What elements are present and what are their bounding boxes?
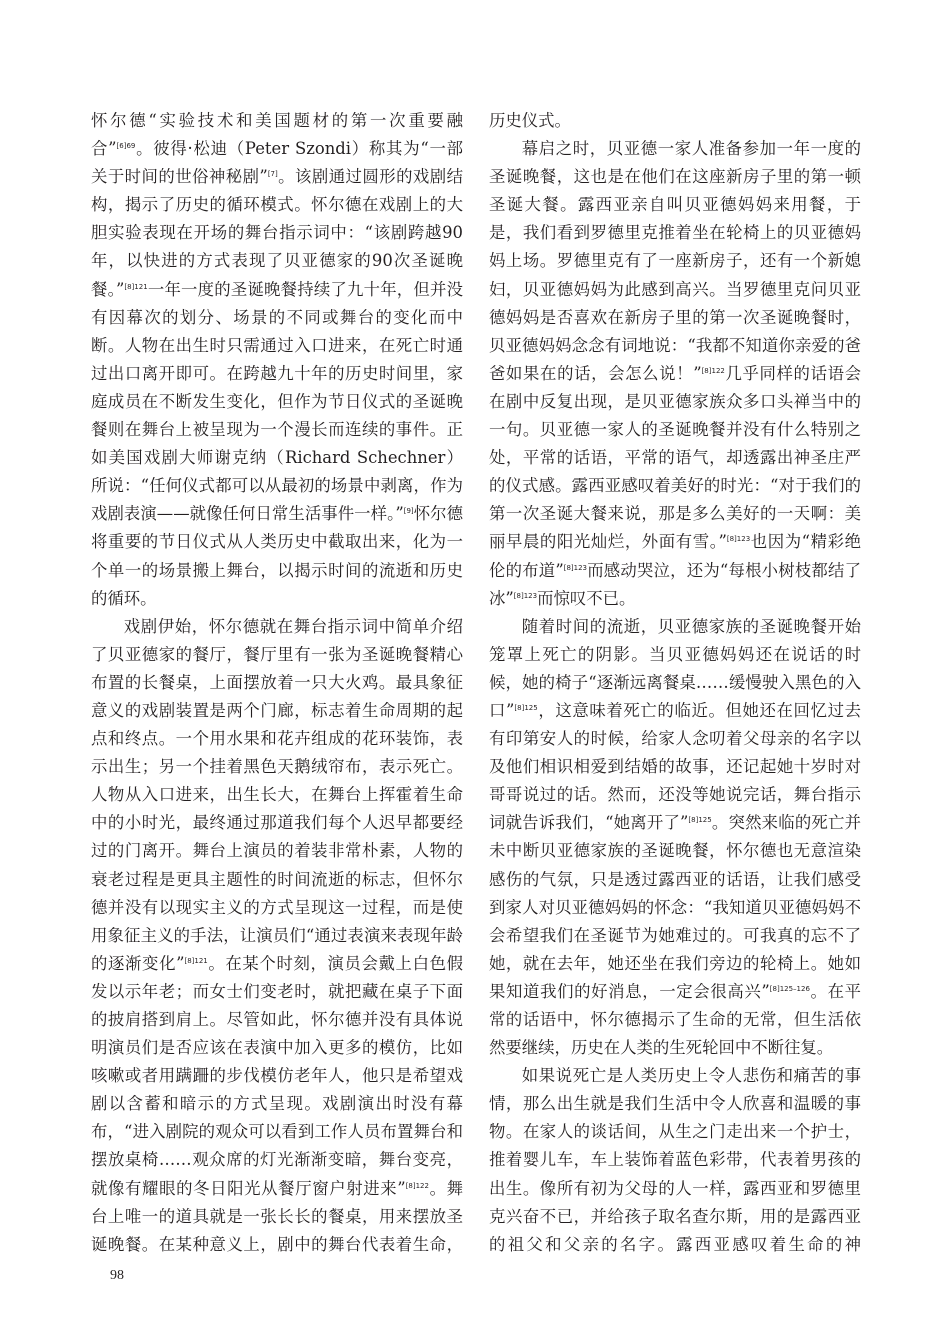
citation-superscript: [8]123 bbox=[563, 563, 588, 572]
paragraph bbox=[91, 613, 463, 1257]
citation-superscript: [8]121 bbox=[124, 282, 148, 291]
text-run: 。舞台上唯一的道具就是一张长长的餐桌，用来摆放圣诞晚餐。在某种意义上，剧中的舞台代表着生命， bbox=[91, 1178, 463, 1254]
text-run: 随着时间的流逝，贝亚德家族的圣诞晚餐开始笼罩上死亡的阴影。当贝亚德妈妈还在说话的时候，她的椅子“逐渐远离餐桌……缓慢驶入黑色的入口” bbox=[489, 616, 861, 720]
text-run: 而感动哭泣，还为“每根小树枝都结了冰” bbox=[489, 560, 861, 608]
text-run: 戏剧伊始，怀尔德就在舞台指示词中简单介绍了贝亚德家的餐厅，餐厅里有一张为圣诞晚餐精心布置的长餐桌，上面摆放着一只大火鸡。最具象征意义的戏剧装置是两个门廊，标志着生命周期的起点和终点。一个用水果和花卉组成的花环装饰，表示出生；另一个挂着黑色天鹅绒帘布，表示死亡。人物从入口进来，出生长大，在舞台上挥霍着生命中的小时光，最终通过那道我们每个人迟早都要经过的门离开。舞台上演员的着装非常朴素，人物的衰老过程是更具主题性的时间流逝的标志，但怀尔德并没有以现实主义的方式呈现这一过程，而是使用象征主义的手法，让演员们“通过表演来表现年龄的逐渐变化” bbox=[91, 616, 463, 973]
paragraph bbox=[91, 107, 463, 613]
text-run: 一年一度的圣诞晚餐持续了九十年，但并没有因幕次的划分、场景的不同或舞台的变化而中断。人物在出生时只需通过入口进来，在死亡时通过出口离开即可。在跨越九十年的历史时间里，家庭成员在不断发生变化，但作为节日仪式的圣诞晚餐则在舞台上被呈现为一个漫长而连续的事件。正如美国戏剧大师谢克纳（Richard Schechner）所说：“任何仪式都可以从最初的场景中剥离，作为戏剧表演——就像任何日常生活事件一样。” bbox=[91, 279, 463, 524]
citation-superscript: [8]123 bbox=[513, 591, 538, 600]
citation-superscript: [7] bbox=[267, 170, 278, 179]
text-run: 怀尔德“实验技术和美国题材的第一次重要融合” bbox=[91, 111, 463, 159]
text-run: 怀尔德将重要的节日仪式从人类历史中截取出来，化为一个单一的场景搬上舞台，以揭示时间的流逝和历史的循环。 bbox=[91, 504, 463, 608]
right-text-column bbox=[489, 107, 861, 1257]
page-number: 98 bbox=[110, 1268, 124, 1283]
text-run: 。在某个时刻，演员会戴上白色假发以示年老；而女士们变老时，就把藏在桌子下面的披肩搭到肩上。尽管如此，怀尔德并没有具体说明演员们是否应该在表演中加入更多的模仿，比如咳嗽或者用蹒跚的步伐模仿老年人，他只是希望戏剧以含蓄和暗示的方式呈现。戏剧演出时没有幕布，“进入剧院的观众可以看到工作人员布置舞台和摆放桌椅……观众席的灯光渐渐变暗，舞台变亮，就像有耀眼的冬日阳光从餐厅窗户射进来” bbox=[91, 953, 463, 1198]
citation-superscript: [8]123 bbox=[726, 535, 751, 544]
citation-superscript: [9] bbox=[403, 507, 414, 516]
text-run: 也因为“精彩绝伦的布道” bbox=[489, 532, 861, 580]
paragraph bbox=[489, 1062, 861, 1257]
paragraph bbox=[489, 135, 861, 613]
text-run: 而惊叹不已。 bbox=[537, 588, 636, 608]
text-run: ，这意味着死亡的临近。但她还在回忆过去有印第安人的时候，给家人念叨着父母亲的名字以及他们相识相爱到结婚的故事，还记起她十岁时对哥哥说过的话。然而，还没等她说完话，舞台指示词就告诉我们，“她离开了” bbox=[489, 700, 861, 833]
paragraph bbox=[489, 613, 861, 1063]
text-run: 。突然来临的死亡并未中断贝亚德家族的圣诞晚餐，怀尔德也无意渲染感伤的气氛，只是透过露西亚的话语，让我们感受到家人对贝亚德妈妈的怀念：“我知道贝亚德妈妈不会希望我们在圣诞节为她难过的。可我真的忘不了她，就在去年，她还坐在我们旁边的轮椅上。她如果知道我们的好消息，一定会很高兴” bbox=[489, 813, 861, 1001]
citation-superscript: [8]122 bbox=[405, 1181, 429, 1190]
citation-superscript: [8]125–126 bbox=[769, 984, 810, 993]
text-run: 。在平常的话语中，怀尔德揭示了生命的无常，但生活依然要继续，历史在人类的生死轮回中不断往复。 bbox=[489, 981, 861, 1058]
citation-superscript: [8]122 bbox=[701, 366, 725, 375]
citation-superscript: [8]125 bbox=[688, 816, 712, 825]
text-run: 几乎同样的话语会在剧中反复出现，是贝亚德家族众多口头禅当中的一句。贝亚德一家人的圣诞晚餐并没有什么特别之处，平常的话语，平常的语气，却透露出神圣庄严的仪式感。露西亚感叹着美好的时光：“对于我们的第一次圣诞大餐来说，那是多么美好的一天啊：美丽早晨的阳光灿烂，外面有雪。” bbox=[489, 363, 861, 552]
text-run: 如果说死亡是人类历史上令人悲伤和痛苦的事情，那么出生就是我们生活中令人欣喜和温暖的事物。在家人的谈话间，从生之门走出来一个护士，推着婴儿车，车上装饰着蓝色彩带，代表着男孩的出生。像所有初为父母的人一样，露西亚和罗德里克兴奋不已，并给孩子取名查尔斯，用的是露西亚的祖父和父亲的名字。露西亚感叹着生命的神 bbox=[489, 1066, 861, 1254]
paragraph bbox=[489, 107, 861, 135]
citation-superscript: [6]69 bbox=[116, 142, 136, 151]
left-text-column bbox=[91, 107, 463, 1257]
text-run: 。该剧通过圆形的戏剧结构，揭示了历史的循环模式。怀尔德在戏剧上的大胆实验表现在开场的舞台指示词中：“该剧跨越90年，以快进的方式表现了贝亚德家的90次圣诞晚餐。” bbox=[91, 167, 463, 299]
citation-superscript: [8]121 bbox=[184, 956, 208, 965]
text-run: 。彼得·松迪（Peter Szondi）称其为“一部关于时间的世俗神秘剧” bbox=[91, 139, 463, 187]
text-run: 历史仪式。 bbox=[489, 111, 571, 130]
citation-superscript: [8]125 bbox=[514, 703, 538, 712]
text-run: 幕启之时，贝亚德一家人准备参加一年一度的圣诞晚餐，这也是在他们在这座新房子里的第一顿圣诞大餐。露西亚亲自叫贝亚德妈妈来用餐，于是，我们看到罗德里克推着坐在轮椅上的贝亚德妈妈上场。罗德里克有了一座新房子，还有一个新媳妇，贝亚德妈妈为此感到高兴。当罗德里克问贝亚德妈妈是否喜欢在新房子里的第一次圣诞晚餐时，贝亚德妈妈念念有词地说：“我都不知道你亲爱的爸爸如果在的话，会怎么说！” bbox=[489, 139, 861, 383]
